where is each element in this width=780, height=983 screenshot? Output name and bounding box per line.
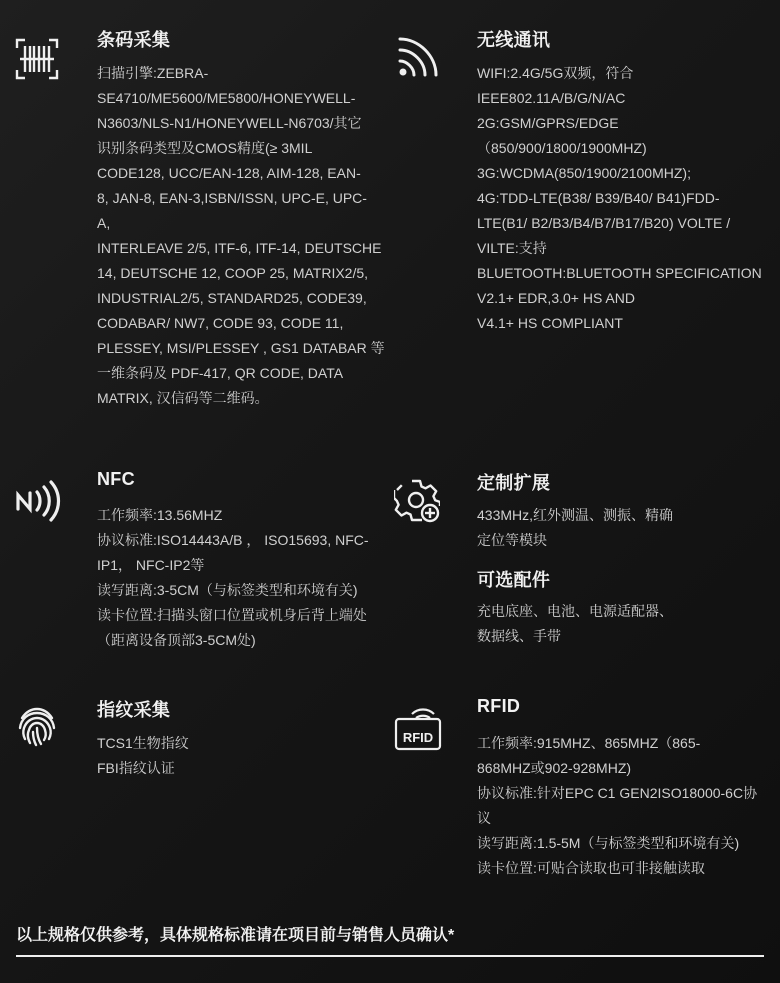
wireless-line: LTE(B1/ B2/B3/B4/B7/B17/B20) VOLTE / (477, 215, 731, 231)
custom-extension-line: 定位等模块 (477, 532, 547, 548)
wireless-line: （850/900/1800/1900MHZ) (477, 140, 647, 156)
rfid-spec-text (477, 731, 777, 881)
nfc-title: NFC (97, 469, 135, 489)
barcode-line: 识别条码类型及CMOS精度(≥ 3MIL (97, 140, 313, 156)
barcode-line: INDUSTRIAL2/5, STANDARD25, CODE39, (97, 290, 367, 306)
rfid-line: 议 (477, 810, 491, 826)
wireless-line: IEEE802.11A/B/G/N/AC (477, 90, 626, 106)
fingerprint-line: TCS1生物指纹 (97, 735, 189, 751)
fingerprint-line: FBI指纹认证 (97, 760, 175, 776)
barcode-title: 条码采集 (97, 30, 171, 50)
wireless-line: V2.1+ EDR,3.0+ HS AND (477, 290, 635, 306)
rfid-title: RFID (477, 696, 521, 716)
barcode-line: A, (97, 215, 111, 231)
custom-extension-text (477, 503, 767, 553)
barcode-spec-text (97, 61, 397, 411)
nfc-line: （距离设备顶部3-5CM处) (97, 632, 256, 648)
barcode-line: N3603/NLS-N1/HONEYWELL-N6703/其它 (97, 115, 362, 131)
nfc-line: 读卡位置:扫描头窗口位置或机身后背上端处 (97, 607, 367, 623)
wireless-line: BLUETOOTH:BLUETOOTH SPECIFICATION (477, 265, 762, 281)
rfid-line: 读写距离:1.5-5M（与标签类型和环境有关) (477, 835, 740, 851)
wireless-title: 无线通讯 (477, 30, 551, 50)
barcode-line: 14, DEUTSCHE 12, COOP 25, MATRIX2/5, (97, 265, 369, 281)
wireless-line: 4G:TDD-LTE(B38/ B39/B40/ B41)FDD- (477, 190, 720, 206)
barcode-line: INTERLEAVE 2/5, ITF-6, ITF-14, DEUTSCHE (97, 240, 382, 256)
barcode-line: PLESSEY, MSI/PLESSEY , GS1 DATABAR 等 (97, 340, 385, 356)
nfc-line: 读写距离:3-5CM（与标签类型和环境有关) (97, 582, 358, 598)
barcode-line: CODABAR/ NW7, CODE 93, CODE 11, (97, 315, 344, 331)
wireless-spec-text (477, 61, 777, 336)
wireless-line: VILTE:支持 (477, 240, 547, 256)
nfc-spec-text (97, 503, 397, 653)
rfid-line: 工作频率:915MHZ、865MHZ（865- (477, 735, 701, 751)
wireless-line: 3G:WCDMA(850/1900/2100MHZ); (477, 165, 691, 181)
accessories-line: 数据线、手带 (477, 628, 561, 644)
wifi-signal-icon (394, 36, 440, 82)
barcode-line: 8, JAN-8, EAN-3,ISBN/ISSN, UPC-E, UPC- (97, 190, 367, 206)
fingerprint-text (97, 731, 387, 781)
wireless-line: WIFI:2.4G/5G双频，符合 (477, 65, 634, 81)
rfid-line: 读卡位置:可贴合读取也可非接触读取 (477, 860, 705, 876)
rfid-icon (394, 704, 442, 752)
accessories-line: 充电底座、电池、电源适配器、 (477, 603, 673, 619)
barcode-line: 扫描引擎:ZEBRA- (97, 65, 209, 81)
custom-extension-title: 定制扩展 (477, 473, 551, 493)
accessories-title: 可选配件 (477, 570, 551, 590)
barcode-scan-icon (14, 36, 60, 82)
wireless-line: 2G:GSM/GPRS/EDGE (477, 115, 619, 131)
accessories-text (477, 599, 767, 649)
rfid-icon-label: RFID (402, 730, 434, 745)
barcode-line: SE4710/ME5600/ME5800/HONEYWELL- (97, 90, 356, 106)
custom-extension-line: 433MHz,红外测温、测振、精确 (477, 507, 674, 523)
barcode-line: 一维条码及 PDF-417, QR CODE, DATA (97, 365, 344, 381)
nfc-line: 工作频率:13.56MHZ (97, 507, 223, 523)
gear-add-icon (394, 478, 440, 524)
barcode-line: MATRIX, 汉信码等二维码。 (97, 390, 269, 406)
nfc-line: IP1， NFC-IP2等 (97, 557, 205, 573)
rfid-line: 868MHZ或902-928MHZ) (477, 760, 632, 776)
disclaimer-note: 以上规格仅供参考，具体规格标准请在项目前与销售人员确认* (16, 927, 455, 944)
footer-divider (16, 955, 764, 957)
nfc-icon (14, 478, 60, 524)
nfc-line: 协议标准:ISO14443A/B ， ISO15693, NFC- (97, 532, 369, 548)
fingerprint-icon (14, 704, 60, 750)
barcode-line: CODE128, UCC/EAN-128, AIM-128, EAN- (97, 165, 361, 181)
rfid-line: 协议标准:针对EPC C1 GEN2ISO18000-6C协 (477, 785, 758, 801)
wireless-line: V4.1+ HS COMPLIANT (477, 315, 623, 331)
fingerprint-title: 指纹采集 (97, 700, 171, 720)
